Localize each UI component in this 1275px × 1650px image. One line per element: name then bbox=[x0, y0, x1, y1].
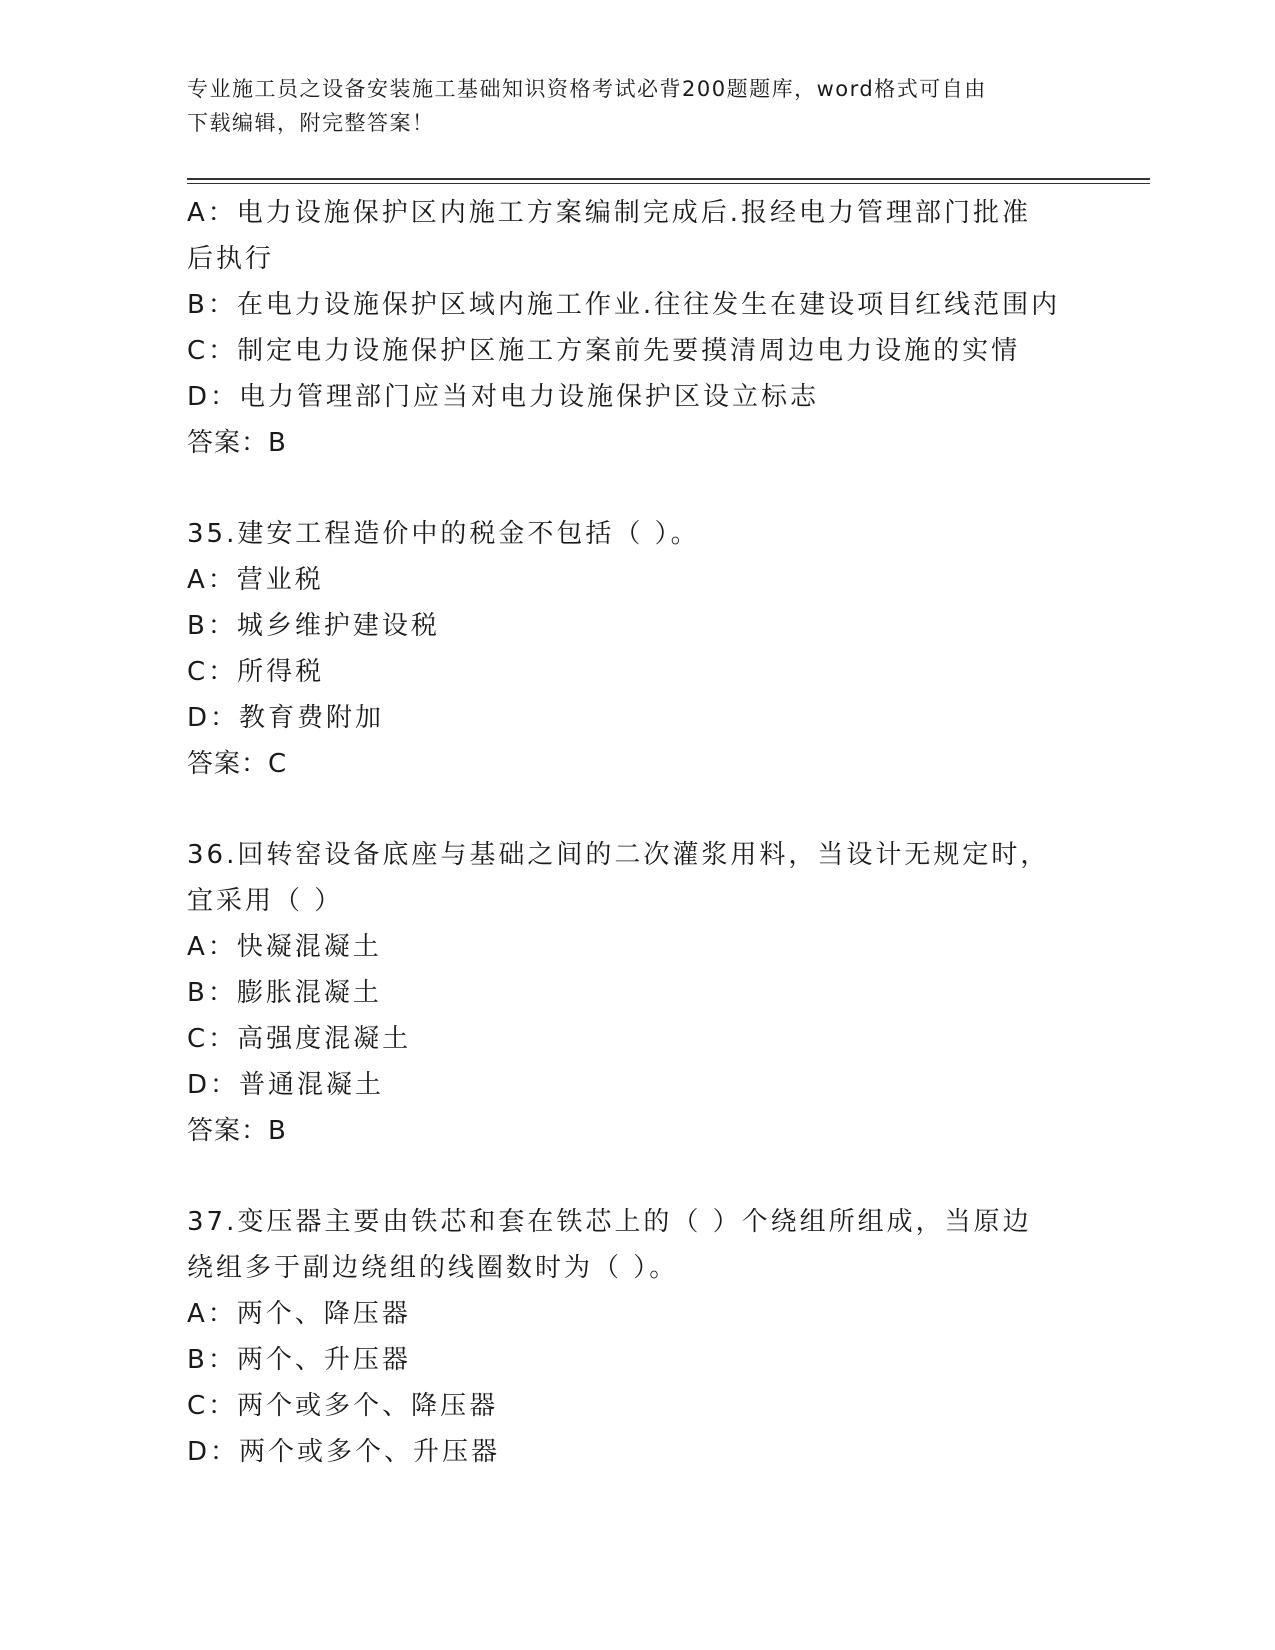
option-c: C：所得税 bbox=[187, 657, 325, 687]
option-d: D：普通混凝土 bbox=[187, 1070, 385, 1100]
question-stem: 36.回转窑设备底座与基础之间的二次灌浆用料，当设计无规定时，宜采用（ ） bbox=[187, 840, 1050, 916]
option-c: C：两个或多个、降压器 bbox=[187, 1391, 499, 1421]
answer: 答案：B bbox=[187, 428, 287, 458]
option-b: B：两个、升压器 bbox=[187, 1345, 411, 1375]
option-b: B：城乡维护建设税 bbox=[187, 611, 440, 641]
option-b: B：膨胀混凝土 bbox=[187, 978, 382, 1008]
option-a: A：营业税 bbox=[187, 565, 324, 595]
question-stem: 37.变压器主要由铁芯和套在铁芯上的（ ）个绕组所组成，当原边绕组多于副边绕组的线圈数时为（ ）。 bbox=[187, 1207, 1032, 1283]
prev-question bbox=[187, 190, 1087, 466]
question-35 bbox=[187, 511, 1087, 787]
document-header bbox=[187, 72, 1067, 140]
header-line-2: 下载编辑，附完整答案！ bbox=[187, 111, 435, 135]
answer: 答案：C bbox=[187, 749, 288, 779]
question-37 bbox=[187, 1199, 1087, 1475]
option-a: A：两个、降压器 bbox=[187, 1299, 411, 1329]
option-d: D：教育费附加 bbox=[187, 703, 385, 733]
question-stem: 35.建安工程造价中的税金不包括（ ）。 bbox=[187, 519, 700, 549]
option-a: A：电力设施保护区内施工方案编制完成后.报经电力管理部门批准后执行 bbox=[187, 198, 1032, 274]
answer: 答案：B bbox=[187, 1116, 287, 1146]
option-b: B：在电力设施保护区域内施工作业.往往发生在建设项目红线范围内 bbox=[187, 290, 1061, 320]
option-a: A：快凝混凝土 bbox=[187, 932, 382, 962]
header-line-1: 专业施工员之设备安装施工基础知识资格考试必背200题题库，word格式可自由 bbox=[187, 77, 987, 101]
option-d: D：两个或多个、升压器 bbox=[187, 1437, 501, 1467]
header-rule-thick bbox=[187, 178, 1150, 180]
question-36 bbox=[187, 832, 1087, 1154]
option-c: C：制定电力设施保护区施工方案前先要摸清周边电力设施的实情 bbox=[187, 336, 1021, 366]
question-content bbox=[187, 190, 1087, 1475]
option-d: D：电力管理部门应当对电力设施保护区设立标志 bbox=[187, 382, 820, 412]
header-rule-thin bbox=[187, 183, 1150, 184]
option-c: C：高强度混凝土 bbox=[187, 1024, 412, 1054]
